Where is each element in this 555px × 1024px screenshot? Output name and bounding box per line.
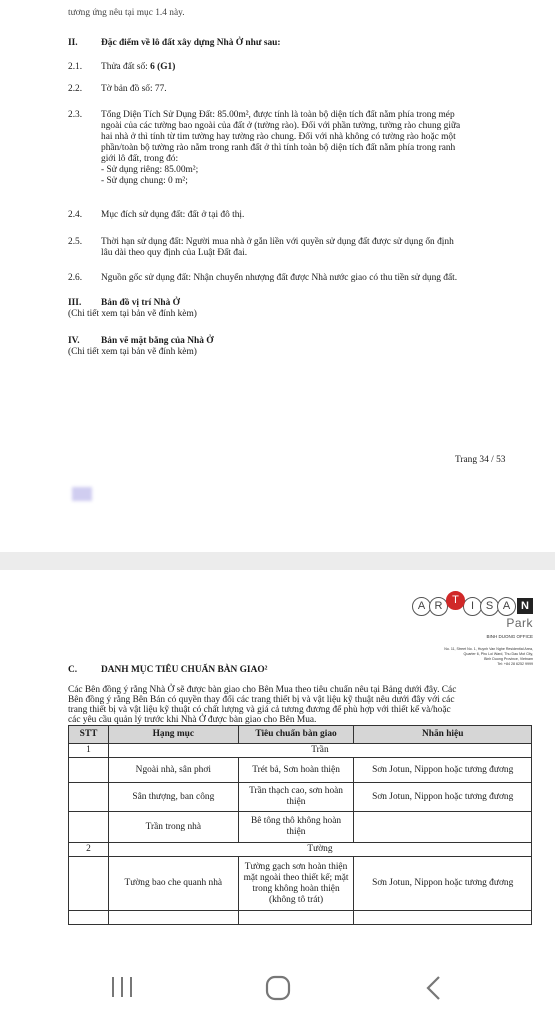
- item-text-line: giới lô đất, trong đó:: [101, 154, 179, 164]
- office-label: BINH DUONG OFFICE: [486, 634, 533, 639]
- cell-brand: Sơn Jotun, Nippon hoặc tương đương: [354, 758, 532, 783]
- section-title: Bản vẽ mặt bằng của Nhà Ở: [101, 336, 214, 346]
- group-title: Tường: [108, 843, 531, 857]
- column-header: Nhãn hiệu: [354, 726, 532, 744]
- section-number: IV.: [68, 336, 80, 346]
- item-number: 2.1.: [68, 62, 83, 72]
- page-number: Trang 34 / 53: [455, 455, 506, 465]
- column-header: STT: [69, 726, 109, 744]
- logo-letter: R: [429, 597, 448, 616]
- handover-standards-table: [68, 725, 532, 925]
- group-number: 2: [69, 843, 109, 857]
- cell-item: Tường bao che quanh nhà: [108, 857, 238, 911]
- cell-item: Ngoài nhà, sân phơi: [108, 758, 238, 783]
- back-button[interactable]: [424, 975, 444, 1006]
- column-header: Hạng mục: [108, 726, 238, 744]
- section-title: DANH MỤC TIÊU CHUẨN BÀN GIAO²: [101, 665, 268, 675]
- item-text-line: phần/toàn bộ tường rào nằm trong ranh đất ở thì tính toàn bộ diện tích đất nằm phía trong ranh: [101, 143, 456, 153]
- logo-letter: N: [517, 598, 533, 614]
- intro-line: các yêu cầu quản lý trước khi Nhà Ở được bàn giao cho Bên Mua.: [68, 715, 317, 725]
- table-row: [69, 783, 532, 812]
- address-line: Binh Duong Province, Vietnam: [484, 657, 533, 661]
- intro-line: Bên đồng ý rằng Bên Bán có quyền thay đổi các trang thiết bị và vật liệu kỹ thuật nêu dưới đây với các: [68, 695, 455, 705]
- table-group-row: [69, 843, 532, 857]
- home-button[interactable]: [264, 974, 292, 1007]
- cell-brand: [354, 812, 532, 843]
- logo-letter: I: [463, 597, 482, 616]
- recent-apps-icon: [110, 976, 134, 998]
- table-row-partial: [69, 911, 532, 925]
- item-text-line: - Sử dụng chung: 0 m²;: [101, 176, 188, 186]
- item-text-line: hai nhà ở thì tính từ tim tường hay tường rào chung. Đối với nhà không có tường rào hoặc một: [101, 132, 456, 142]
- column-header: Tiêu chuẩn bàn giao: [238, 726, 354, 744]
- cell-standard: Tường gạch sơn hoàn thiện mặt ngoài theo thiết kế; mặt trong không hoàn thiện (không tô trát): [238, 857, 354, 911]
- address-line: Tel: +84 28 6252 9999: [497, 662, 533, 666]
- item-text: Nguồn gốc sử dụng đất: Nhận chuyển nhượng đất được Nhà nước giao có thu tiền sử dụng đất.: [101, 273, 458, 283]
- logo-subtitle: Park: [506, 616, 533, 630]
- group-title: Trần: [108, 744, 531, 758]
- group-number: 1: [69, 744, 109, 758]
- table-row: [69, 857, 532, 911]
- table-header-row: [69, 726, 532, 744]
- item-text: Mục đích sử dụng đất: đất ở tại đô thị.: [101, 210, 245, 220]
- section-note: (Chi tiết xem tại bản vẽ đính kèm): [68, 309, 197, 319]
- item-text-line: Tổng Diện Tích Sử Dụng Đất: 85.00m², được tính là toàn bộ diện tích đất nằm phía trong mép: [101, 110, 455, 120]
- item-number: 2.2.: [68, 84, 83, 94]
- blurred-mark: [72, 487, 92, 501]
- section-number: C.: [68, 665, 78, 675]
- item-number: 2.4.: [68, 210, 83, 220]
- cell-item: Trần trong nhà: [108, 812, 238, 843]
- item-number: 2.5.: [68, 237, 83, 247]
- recent-apps-button[interactable]: [110, 976, 134, 1003]
- cell-standard: Trét bả, Sơn hoàn thiện: [238, 758, 354, 783]
- table-group-row: [69, 744, 532, 758]
- logo-letter: A: [497, 597, 516, 616]
- item-number: 2.3.: [68, 110, 83, 120]
- section-number: III.: [68, 298, 82, 308]
- logo-letter: A: [412, 597, 431, 616]
- item-label: Thửa đất số:: [101, 62, 151, 72]
- item-value: 6 (G1): [150, 62, 176, 72]
- section-title: Bản đồ vị trí Nhà Ở: [101, 298, 180, 308]
- intro-line: Các Bên đồng ý rằng Nhà Ở sẽ được bàn giao cho Bên Mua theo tiêu chuẩn nêu tại Bảng dưới đây. Các: [68, 685, 457, 695]
- item-text: [101, 62, 175, 73]
- item-number: 2.6.: [68, 273, 83, 283]
- address-line: No. 11, Street No. 1, Huynh Van Nghe Residential Area,: [444, 647, 533, 651]
- cell-standard: Trần thạch cao, sơn hoàn thiện: [238, 783, 354, 812]
- item-text-line: ngoài của các tường bao ngoài của đất ở (tường rào). Đối với phần tường, tường rào chung giữa: [101, 121, 461, 131]
- back-icon: [424, 975, 444, 1001]
- home-icon: [264, 974, 292, 1002]
- artisan-park-logo: [412, 596, 533, 616]
- document-page-35: [0, 570, 555, 950]
- intro-line: trang thiết bị và vật liệu kỹ thuật có chất lượng và giá cả tương đương để phù hợp với thiết kế và/hoặc: [68, 705, 451, 715]
- cell-brand: Sơn Jotun, Nippon hoặc tương đương: [354, 857, 532, 911]
- address-line: Quarter 6, Phu Loi Ward, Thu Dau Mot City,: [463, 652, 533, 656]
- item-text: Tờ bản đồ số: 77.: [101, 84, 167, 94]
- cut-off-text-line: tương ứng nêu tại mục 1.4 này.: [68, 8, 185, 18]
- section-number: II.: [68, 38, 78, 48]
- cell-standard: Bê tông thô không hoàn thiện: [238, 812, 354, 843]
- logo-letter: T: [446, 591, 465, 610]
- section-title: Đặc điểm về lô đất xây dựng Nhà Ở như sau:: [101, 38, 281, 48]
- table-row: [69, 812, 532, 843]
- cell-item: Sân thượng, ban công: [108, 783, 238, 812]
- item-text-line: Thời hạn sử dụng đất: Người mua nhà ở gắn liền với quyền sử dụng đất được sử dụng ổn định: [101, 237, 454, 247]
- logo-letter: S: [480, 597, 499, 616]
- item-text-line: lâu dài theo quy định của Luật Đất đai.: [101, 248, 248, 258]
- section-note: (Chi tiết xem tại bản vẽ đính kèm): [68, 347, 197, 357]
- cell-brand: Sơn Jotun, Nippon hoặc tương đương: [354, 783, 532, 812]
- table-row: [69, 758, 532, 783]
- item-text-line: - Sử dụng riêng: 85.00m²;: [101, 165, 199, 175]
